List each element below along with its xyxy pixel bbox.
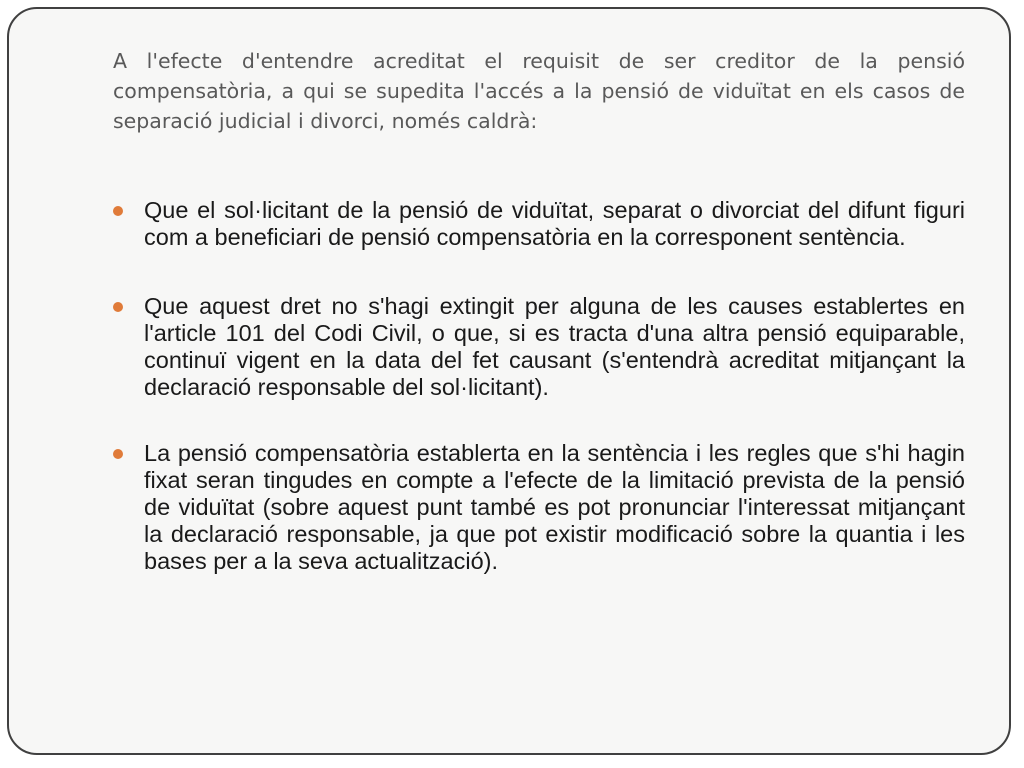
bullet-dot-icon — [113, 206, 123, 216]
bullet-text: Que el sol·licitant de la pensió de viduïtat, separat o divorciat del difunt figuri com a beneficiari de pensió compensatòria en la corresponent sentència. — [144, 197, 965, 250]
bullet-dot-icon — [113, 449, 123, 459]
bullet-text: La pensió compensatòria establerta en la sentència i les regles que s'hi hagin fixat seran tingudes en compte a l'efecte de la limitació prevista de la pensió de viduïtat (sobre aquest punt també es pot pronunciar l'interessat mitjançant la declaració responsable, ja que pot existir modificació sobre la quantia i les bases per a la seva actualització). — [144, 440, 965, 574]
intro-paragraph: A l'efecte d'entendre acreditat el requisit de ser creditor de la pensió compensatòria, a qui se supedita l'accés a la pensió de viduïtat en els casos de separació judicial i divorci, només caldrà: — [113, 49, 965, 133]
bullet-text: Que aquest dret no s'hagi extingit per alguna de les causes establertes en l'article 101 del Codi Civil, o que, si es tracta d'una altra pensió equiparable, continuï vigent en la data del fet causant (s'entendrà acreditat mitjançant la declaració responsable del sol·licitant). — [144, 293, 965, 400]
bullet-item-pension-limit — [110, 440, 965, 575]
bullet-item-credit-holder — [110, 197, 965, 251]
bullet-dot-icon — [113, 302, 123, 312]
bullet-list — [110, 197, 965, 617]
bullet-item-right-not-extinct — [110, 293, 965, 401]
